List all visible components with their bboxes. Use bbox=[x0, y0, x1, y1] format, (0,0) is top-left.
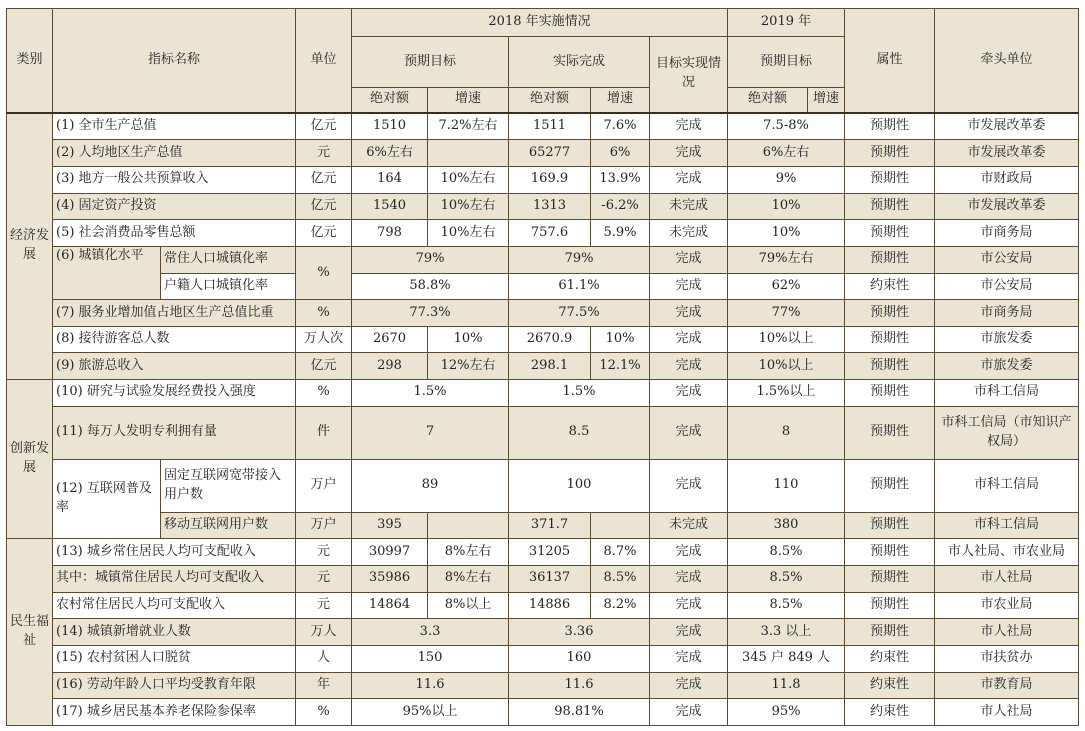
header-unit: 单位 bbox=[296, 9, 352, 113]
header-attribute: 属性 bbox=[845, 9, 935, 113]
target-2019: 6%左右 bbox=[728, 140, 845, 167]
target-2019: 62% bbox=[728, 273, 845, 300]
lead-unit: 市发展改革委 bbox=[935, 193, 1079, 220]
status: 完成 bbox=[650, 406, 728, 459]
status: 未完成 bbox=[650, 512, 728, 539]
status: 完成 bbox=[650, 326, 728, 353]
attribute: 预期性 bbox=[845, 619, 935, 646]
status: 完成 bbox=[650, 353, 728, 380]
header-target-status: 目标实现情况 bbox=[650, 37, 728, 113]
indicator-name: (1) 全市生产总值 bbox=[53, 113, 296, 140]
attribute: 预期性 bbox=[845, 300, 935, 327]
lead-unit: 市扶贫办 bbox=[935, 645, 1079, 672]
unit: 万人 bbox=[296, 619, 352, 646]
status: 未完成 bbox=[650, 193, 728, 220]
actual-absolute: 31205 bbox=[509, 539, 591, 566]
actual-value: 1.5% bbox=[509, 380, 650, 407]
lead-unit: 市农业局 bbox=[935, 592, 1079, 619]
indicator-name: (14) 城镇新增就业人数 bbox=[53, 619, 296, 646]
target-value: 3.3 bbox=[352, 619, 509, 646]
indicator-name: (9) 旅游总收入 bbox=[53, 353, 296, 380]
attribute: 预期性 bbox=[845, 459, 935, 512]
lead-unit: 市发展改革委 bbox=[935, 113, 1079, 140]
actual-value: 79% bbox=[509, 246, 650, 273]
target-value: 79% bbox=[352, 246, 509, 273]
header-2019: 2019 年 bbox=[728, 9, 845, 37]
target-2019: 8.5% bbox=[728, 566, 845, 593]
status: 完成 bbox=[650, 380, 728, 407]
header-absolute: 绝对额 bbox=[728, 88, 808, 113]
status: 完成 bbox=[650, 140, 728, 167]
indicator-name: (13) 城乡常住居民人均可支配收入 bbox=[53, 539, 296, 566]
actual-absolute: 1511 bbox=[509, 113, 591, 140]
target-value: 7 bbox=[352, 406, 509, 459]
lead-unit: 市科工信局 bbox=[935, 459, 1079, 512]
target-2019: 10% bbox=[728, 193, 845, 220]
lead-unit: 市科工信局 bbox=[935, 512, 1079, 539]
indicator-name: (3) 地方一般公共预算收入 bbox=[53, 166, 296, 193]
target-absolute: 35986 bbox=[352, 566, 428, 593]
actual-value: 8.5 bbox=[509, 406, 650, 459]
status: 完成 bbox=[650, 566, 728, 593]
actual-absolute: 298.1 bbox=[509, 353, 591, 380]
unit: 元 bbox=[296, 566, 352, 593]
header-indicator: 指标名称 bbox=[53, 9, 296, 113]
target-absolute: 30997 bbox=[352, 539, 428, 566]
attribute: 预期性 bbox=[845, 140, 935, 167]
attribute: 预期性 bbox=[845, 380, 935, 407]
target-2019: 8.5% bbox=[728, 539, 845, 566]
header-absolute: 绝对额 bbox=[509, 88, 591, 113]
target-2019: 11.8 bbox=[728, 672, 845, 699]
indicator-name: (2) 人均地区生产总值 bbox=[53, 140, 296, 167]
unit: 元 bbox=[296, 592, 352, 619]
status: 完成 bbox=[650, 592, 728, 619]
actual-growth: 5.9% bbox=[591, 220, 650, 247]
target-2019: 110 bbox=[728, 459, 845, 512]
target-growth: 8%左右 bbox=[428, 566, 509, 593]
actual-absolute: 2670.9 bbox=[509, 326, 591, 353]
attribute: 预期性 bbox=[845, 113, 935, 140]
target-2019: 380 bbox=[728, 512, 845, 539]
lead-unit: 市人社局 bbox=[935, 699, 1079, 726]
target-absolute: 1540 bbox=[352, 193, 428, 220]
unit: 亿元 bbox=[296, 113, 352, 140]
actual-absolute: 65277 bbox=[509, 140, 591, 167]
header-expected-target: 预期目标 bbox=[352, 37, 509, 88]
header-category: 类别 bbox=[7, 9, 53, 113]
actual-absolute: 1313 bbox=[509, 193, 591, 220]
target-2019: 8 bbox=[728, 406, 845, 459]
header-growth: 增速 bbox=[428, 88, 509, 113]
target-value: 95%以上 bbox=[352, 699, 509, 726]
target-growth: 10% bbox=[428, 326, 509, 353]
actual-absolute: 757.6 bbox=[509, 220, 591, 247]
lead-unit: 市科工信局 bbox=[935, 380, 1079, 407]
unit: 亿元 bbox=[296, 220, 352, 247]
indicator-name: (5) 社会消费品零售总额 bbox=[53, 220, 296, 247]
target-absolute: 2670 bbox=[352, 326, 428, 353]
target-absolute: 164 bbox=[352, 166, 428, 193]
actual-growth: 7.6% bbox=[591, 113, 650, 140]
indicator-name: (7) 服务业增加值占地区生产总值比重 bbox=[53, 300, 296, 327]
unit: 万户 bbox=[296, 459, 352, 512]
attribute: 预期性 bbox=[845, 193, 935, 220]
category-welfare: 民生福祉 bbox=[7, 539, 53, 726]
actual-growth: 8.7% bbox=[591, 539, 650, 566]
actual-growth: 10% bbox=[591, 326, 650, 353]
actual-absolute: 371.7 bbox=[509, 512, 591, 539]
attribute: 预期性 bbox=[845, 406, 935, 459]
target-2019: 345 户 849 人 bbox=[728, 645, 845, 672]
target-growth: 8%以上 bbox=[428, 592, 509, 619]
header-actual: 实际完成 bbox=[509, 37, 650, 88]
actual-growth: 13.9% bbox=[591, 166, 650, 193]
target-2019: 1.5%以上 bbox=[728, 380, 845, 407]
status: 完成 bbox=[650, 619, 728, 646]
attribute: 约束性 bbox=[845, 672, 935, 699]
attribute: 预期性 bbox=[845, 353, 935, 380]
target-value: 11.6 bbox=[352, 672, 509, 699]
attribute: 预期性 bbox=[845, 326, 935, 353]
indicator-name: (6) 城镇化水平 bbox=[53, 246, 161, 299]
indicator-name: 其中：城镇常住居民人均可支配收入 bbox=[53, 566, 296, 593]
actual-growth bbox=[591, 512, 650, 539]
actual-absolute: 36137 bbox=[509, 566, 591, 593]
indicator-table bbox=[6, 8, 1079, 726]
indicator-name: (8) 接待游客总人数 bbox=[53, 326, 296, 353]
target-growth: 12%左右 bbox=[428, 353, 509, 380]
unit: % bbox=[296, 300, 352, 327]
indicator-name: (16) 劳动年龄人口平均受教育年限 bbox=[53, 672, 296, 699]
header-2018: 2018 年实施情况 bbox=[352, 9, 728, 37]
lead-unit: 市科工信局（市知识产权局） bbox=[935, 406, 1079, 459]
status: 完成 bbox=[650, 273, 728, 300]
indicator-name: (4) 固定资产投资 bbox=[53, 193, 296, 220]
unit: 万户 bbox=[296, 512, 352, 539]
attribute: 约束性 bbox=[845, 699, 935, 726]
attribute: 预期性 bbox=[845, 592, 935, 619]
target-2019: 8.5% bbox=[728, 592, 845, 619]
attribute: 预期性 bbox=[845, 539, 935, 566]
header-growth: 增速 bbox=[808, 88, 845, 113]
attribute: 预期性 bbox=[845, 220, 935, 247]
target-growth: 10%左右 bbox=[428, 193, 509, 220]
target-value: 77.3% bbox=[352, 300, 509, 327]
lead-unit: 市公安局 bbox=[935, 273, 1079, 300]
status: 完成 bbox=[650, 300, 728, 327]
target-2019: 77% bbox=[728, 300, 845, 327]
unit: 亿元 bbox=[296, 193, 352, 220]
sub-indicator-name: 户籍人口城镇化率 bbox=[161, 273, 296, 300]
lead-unit: 市旅发委 bbox=[935, 353, 1079, 380]
target-2019: 95% bbox=[728, 699, 845, 726]
actual-growth: -6.2% bbox=[591, 193, 650, 220]
lead-unit: 市商务局 bbox=[935, 220, 1079, 247]
unit: 件 bbox=[296, 406, 352, 459]
indicator-name: (11) 每万人发明专利拥有量 bbox=[53, 406, 296, 459]
target-absolute: 298 bbox=[352, 353, 428, 380]
actual-growth: 6% bbox=[591, 140, 650, 167]
lead-unit: 市人社局 bbox=[935, 566, 1079, 593]
actual-value: 160 bbox=[509, 645, 650, 672]
unit: 人 bbox=[296, 645, 352, 672]
sub-indicator-name: 常住人口城镇化率 bbox=[161, 246, 296, 273]
lead-unit: 市教育局 bbox=[935, 672, 1079, 699]
actual-growth: 8.2% bbox=[591, 592, 650, 619]
target-value: 89 bbox=[352, 459, 509, 512]
indicator-name: (10) 研究与试验发展经费投入强度 bbox=[53, 380, 296, 407]
attribute: 预期性 bbox=[845, 246, 935, 273]
actual-growth: 12.1% bbox=[591, 353, 650, 380]
target-value: 58.8% bbox=[352, 273, 509, 300]
status: 完成 bbox=[650, 113, 728, 140]
unit: 万人次 bbox=[296, 326, 352, 353]
header-expected-target-2019: 预期目标 bbox=[728, 37, 845, 88]
indicator-name: (15) 农村贫困人口脱贫 bbox=[53, 645, 296, 672]
status: 完成 bbox=[650, 672, 728, 699]
target-2019: 79%左右 bbox=[728, 246, 845, 273]
actual-absolute: 14886 bbox=[509, 592, 591, 619]
unit: 年 bbox=[296, 672, 352, 699]
target-absolute: 395 bbox=[352, 512, 428, 539]
actual-value: 3.36 bbox=[509, 619, 650, 646]
indicator-name: 农村常住居民人均可支配收入 bbox=[53, 592, 296, 619]
target-absolute: 6%左右 bbox=[352, 140, 428, 167]
target-absolute: 14864 bbox=[352, 592, 428, 619]
status: 完成 bbox=[650, 166, 728, 193]
status: 完成 bbox=[650, 699, 728, 726]
status: 完成 bbox=[650, 539, 728, 566]
target-2019: 10% bbox=[728, 220, 845, 247]
unit: 亿元 bbox=[296, 353, 352, 380]
actual-value: 77.5% bbox=[509, 300, 650, 327]
actual-absolute: 169.9 bbox=[509, 166, 591, 193]
lead-unit: 市人社局 bbox=[935, 619, 1079, 646]
target-2019: 10%以上 bbox=[728, 353, 845, 380]
actual-value: 61.1% bbox=[509, 273, 650, 300]
header-absolute: 绝对额 bbox=[352, 88, 428, 113]
target-2019: 10%以上 bbox=[728, 326, 845, 353]
target-value: 150 bbox=[352, 645, 509, 672]
target-2019: 7.5-8% bbox=[728, 113, 845, 140]
target-value: 1.5% bbox=[352, 380, 509, 407]
attribute: 约束性 bbox=[845, 645, 935, 672]
target-growth: 7.2%左右 bbox=[428, 113, 509, 140]
unit: 亿元 bbox=[296, 166, 352, 193]
attribute: 预期性 bbox=[845, 512, 935, 539]
target-growth: 10%左右 bbox=[428, 220, 509, 247]
target-growth: 10%左右 bbox=[428, 166, 509, 193]
actual-growth: 8.5% bbox=[591, 566, 650, 593]
actual-value: 100 bbox=[509, 459, 650, 512]
attribute: 预期性 bbox=[845, 566, 935, 593]
target-absolute: 1510 bbox=[352, 113, 428, 140]
actual-value: 98.81% bbox=[509, 699, 650, 726]
lead-unit: 市商务局 bbox=[935, 300, 1079, 327]
status: 完成 bbox=[650, 459, 728, 512]
indicator-name: (12) 互联网普及率 bbox=[53, 459, 161, 539]
target-growth: 8%左右 bbox=[428, 539, 509, 566]
sub-indicator-name: 移动互联网用户数 bbox=[161, 512, 296, 539]
category-economy: 经济发展 bbox=[7, 113, 53, 380]
category-innovation: 创新发展 bbox=[7, 380, 53, 539]
status: 未完成 bbox=[650, 220, 728, 247]
target-growth bbox=[428, 512, 509, 539]
status: 完成 bbox=[650, 246, 728, 273]
indicator-name: (17) 城乡居民基本养老保险参保率 bbox=[53, 699, 296, 726]
target-growth bbox=[428, 140, 509, 167]
unit: % bbox=[296, 246, 352, 299]
target-absolute: 798 bbox=[352, 220, 428, 247]
target-2019: 9% bbox=[728, 166, 845, 193]
lead-unit: 市财政局 bbox=[935, 166, 1079, 193]
sub-indicator-name: 固定互联网宽带接入用户数 bbox=[161, 459, 296, 512]
unit: % bbox=[296, 699, 352, 726]
status: 完成 bbox=[650, 645, 728, 672]
header-lead-unit: 牵头单位 bbox=[935, 9, 1079, 113]
actual-value: 11.6 bbox=[509, 672, 650, 699]
attribute: 约束性 bbox=[845, 273, 935, 300]
header-growth: 增速 bbox=[591, 88, 650, 113]
lead-unit: 市旅发委 bbox=[935, 326, 1079, 353]
lead-unit: 市公安局 bbox=[935, 246, 1079, 273]
attribute: 预期性 bbox=[845, 166, 935, 193]
unit: % bbox=[296, 380, 352, 407]
unit: 元 bbox=[296, 539, 352, 566]
lead-unit: 市发展改革委 bbox=[935, 140, 1079, 167]
target-2019: 3.3 以上 bbox=[728, 619, 845, 646]
unit: 元 bbox=[296, 140, 352, 167]
lead-unit: 市人社局、市农业局 bbox=[935, 539, 1079, 566]
